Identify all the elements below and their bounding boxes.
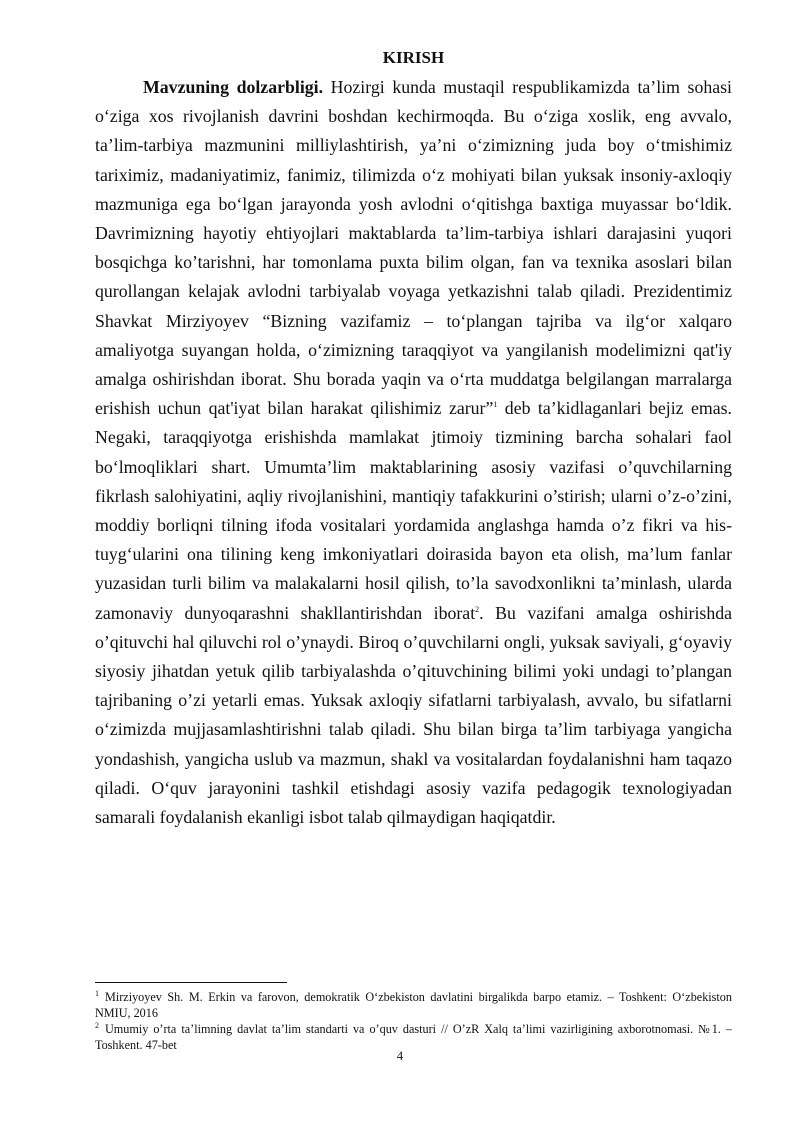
footnote-separator	[95, 982, 287, 983]
page-title: KIRISH	[382, 48, 445, 67]
paragraph-text-part-3: . Bu vazifani amalga oshirishda o’qituvchi hal qiluvchi rol o’ynaydi. Biroq o’quvchilarni ongli, yuksak saviyali, g‘oyaviy siyosiy jihatdan yetuk qilib tarbiyalashda o’qituvchining bilimi yoki undagi to’plangan tajribaning o’zi yetarli emas. Yuksak axloqiy sifatlarni tarbiyalash, avvalo, bu sifatlarni o‘zimizda mujjasamlashtirishni talab qiladi. Shu bilan birga ta’lim tarbiyaga yangicha yondashish, yangicha uslub va mazmun, shakl va vositalardan foydalanishni ham taqazo qiladi. O‘quv jarayonini tashkil etishdagi asosiy vazifa pedagogik texnologiyadan samarali foydalanish ekanligi isbot talab qilmaydigan haqiqatdir.	[95, 602, 732, 828]
body-paragraph	[95, 73, 732, 832]
footnotes-section	[95, 989, 732, 1053]
footnote-text-2: Umumiy o’rta ta’limning davlat ta’lim standarti va o’quv dasturi // O’zR Xalq ta’limi vazirligining axborotnomasi. №1. – Toshkent. 47-bet	[95, 1022, 732, 1052]
footnote-number-1: 1	[95, 988, 99, 998]
footnote-1	[95, 989, 732, 1021]
footnote-text-1: Mirziyoyev Sh. M. Erkin va farovon, demokratik O‘zbekiston davlatini birgalikda barpo etamiz. – Toshkent: O‘zbekiston NMIU, 2016	[95, 990, 732, 1020]
paragraph-text-part-1: Hozirgi kunda mustaqil respublikamizda ta’lim sohasi o‘ziga xos rivojlanish davrini boshdan kechirmoqda. Bu o‘ziga xoslik, eng avvalo, ta’lim-tarbiya mazmunini milliylashtirish, ya’ni o‘zimizning juda boy o‘tmishimiz tariximiz, madaniyatimiz, fanimiz, tilimizda o‘z mohiyati bilan yuksak insoniy-axloqiy mazmuniga ega bo‘lgan jarayonda yosh avlodni o‘qitishga baxtiga muyassar bo‘ldik. Davrimizning hayotiy ehtiyojlari maktablarda ta’lim-tarbiya ishlari darajasini yuqori bosqichga ko’tarishni, har tomonlama puxta bilim olgan, fan va texnika asoslari bilan qurollangan kelajak avlodni tarbiyalab voyaga yetkazishni talab qiladi. Prezidentimiz Shavkat Mirziyoyev “Bizning vazifamiz – to‘plangan tajriba va ilg‘or xalqaro amaliyotga suyangan holda, o‘zimizning taraqqiyot va yangilanish modelimizni qat'iy amalga oshirishdan iborat. Shu borada yaqin va o‘rta muddatga belgilangan marralarga erishish uchun qat'iyat bilan harakat qilishimiz zarur”	[95, 77, 732, 419]
lead-heading: Mavzuning dolzarbligi.	[143, 77, 324, 97]
page-number: 4	[396, 1049, 404, 1063]
footnote-ref-2[interactable]: 2	[475, 604, 480, 614]
footnote-ref-1[interactable]: 1	[493, 400, 498, 410]
footnote-number-2: 2	[95, 1020, 99, 1030]
document-page	[95, 46, 732, 832]
paragraph-text-part-2: deb ta’kidlaganlari bejiz emas. Negaki, taraqqiyotga erishishda mamlakat jtimoiy tizmining barcha sohalari faol bo‘lmoqliklari shart. Umumta’lim maktablarining asosiy vazifasi o’quvchilarning fikrlash salohiyatini, aqliy rivojlanishini, mantiqiy tafakkurini o’stirish; ularni o’z-o’zini, moddiy borliqni tilning ifoda vositalari yordamida anglashga hamda o’z fikri va his-tuyg‘ularini ona tilining keng imkoniyatlari doirasida bayon eta olish, ma’lum fanlar yuzasidan turli bilim va malakalarni hosil qilish, to’la savodxonlikni ta’minlash, ularda zamonaviy dunyoqarashni shakllantirishdan iborat	[95, 398, 732, 623]
